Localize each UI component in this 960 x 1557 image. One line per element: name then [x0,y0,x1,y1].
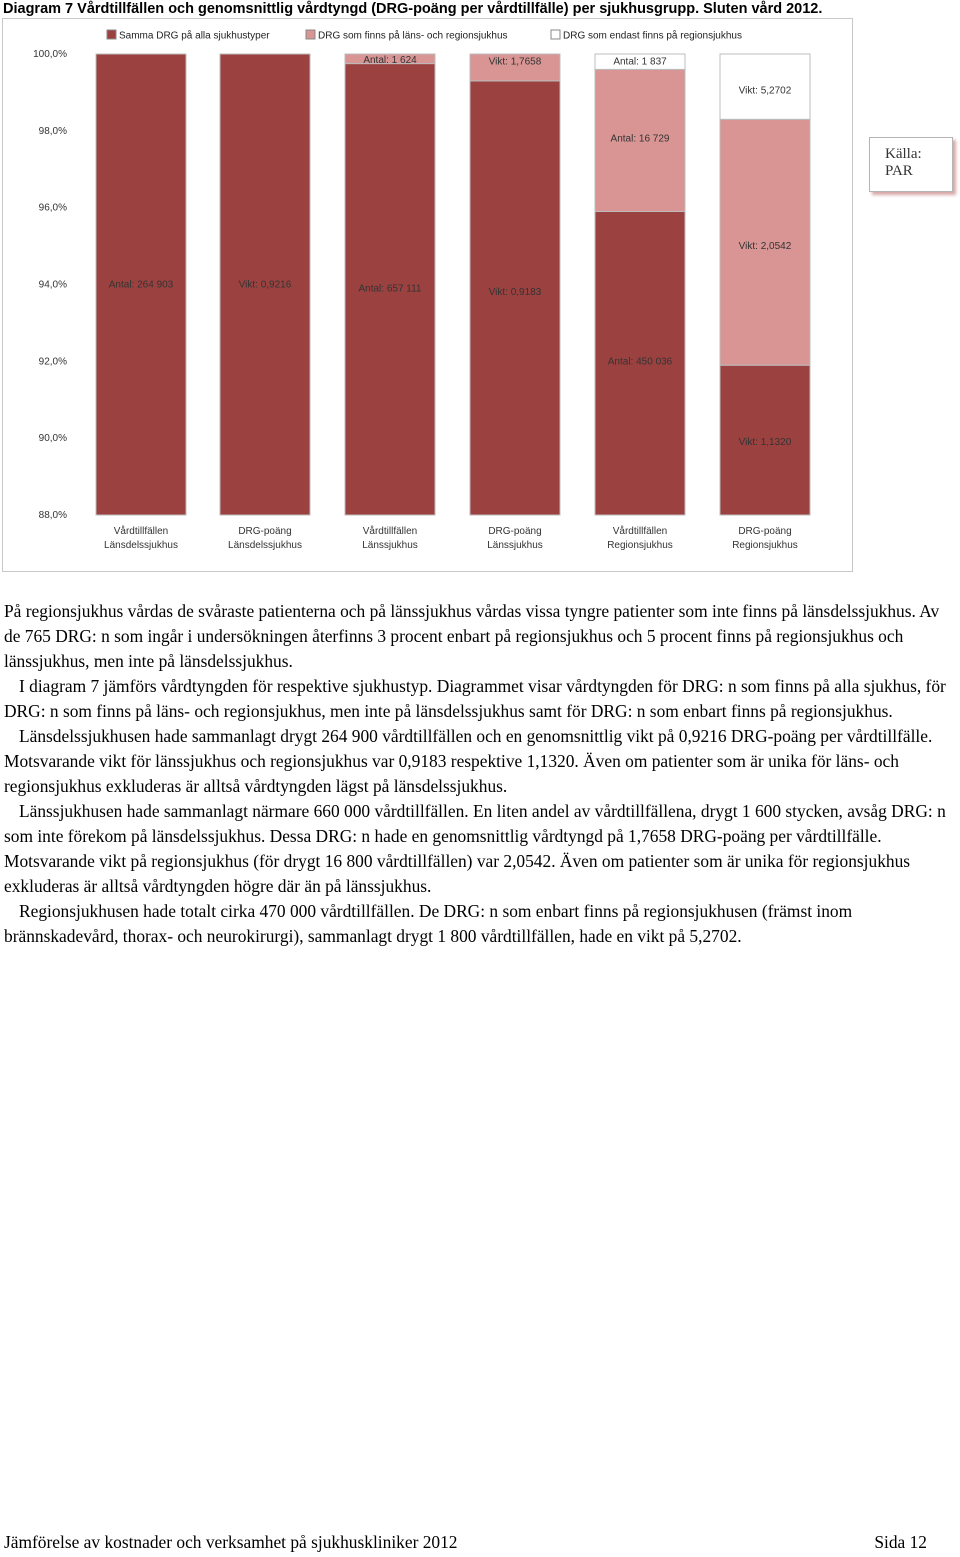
source-box [869,137,953,192]
x-tick-label: Länsdelssjukhus [228,540,302,551]
legend-swatch [107,30,116,39]
data-label: Vikt: 1,1320 [738,437,792,449]
body-text [4,599,954,949]
stacked-bar-chart [0,0,860,580]
x-tick-label: DRG-poäng [488,526,542,537]
y-tick-label: 90,0% [38,433,67,445]
data-label: Vikt: 2,0542 [738,241,792,253]
paragraph-1: På regionsjukhus vårdas de svåraste patienterna och på länssjukhus vårdas vissa tyngre patienter som inte finns på länsdelssjukhus. Av de 765 DRG: n som ingår i undersökningen återfinns 3 procent enbart på regionsjukhus och 5 procent finns på regionsjukhus och länssjukhus, men inte på länsdelssjukhus. [4,601,940,671]
data-label: Vikt: 1,7658 [488,56,542,68]
x-tick-label: DRG-poäng [238,526,292,537]
source-label: Källa: [885,146,922,162]
chart-title: Diagram 7 Vårdtillfällen och genomsnittlig vårdtyngd (DRG-poäng per vårdtillfälle) per sjukhusgrupp. Sluten vård 2012. [3,1,823,17]
data-label: Vikt: 0,9183 [488,287,542,299]
y-tick-label: 88,0% [38,510,67,521]
data-label: Antal: 264 903 [108,279,174,291]
data-label: Antal: 1 624 [363,54,417,66]
paragraph-3: Länsdelssjukhusen hade sammanlagt drygt 264 900 vårdtillfällen och en genomsnittlig vikt på 0,9216 DRG-poäng per vårdtillfälle. Motsvarande vikt för länssjukhus och regionsjukhus var 0,9183 respektive 1,1320. Även om patienter som är unika för läns- och regionsjukhus exkluderas är alltså vårdtyngden lägst på länsdelssjukhus. [4,726,933,796]
x-tick-label: Länssjukhus [362,540,418,551]
page-number: Sida 12 [874,1532,927,1552]
footer-title: Jämförelse av kostnader och verksamhet på sjukhuskliniker 2012 [4,1532,458,1552]
x-tick-label: Vårdtillfällen [113,526,169,537]
legend-swatch [306,30,315,39]
x-tick-label: Regionsjukhus [732,540,798,551]
legend-swatch [551,30,560,39]
legend-label: DRG som endast finns på regionsjukhus [563,30,742,42]
paragraph-4: Länssjukhusen hade sammanlagt närmare 660 000 vårdtillfällen. En liten andel av vårdtillfällena, drygt 1 600 stycken, avsåg DRG: n som inte förekom på länsdelssjukhus. Dessa DRG: n hade en genomsnittlig vårdtyngd på 1,7658 DRG-poäng per vårdtillfälle. Motsvarande vikt på regionsjukhus (för drygt 16 800 vårdtillfällen) var 2,0542. Även om patienter som är unika för regionsjukhus exkluderas är alltså vårdtyngden högre där än på länssjukhus. [4,801,946,896]
data-label: Antal: 1 837 [613,56,667,68]
y-tick-label: 98,0% [38,125,67,137]
legend-label: Samma DRG på alla sjukhustyper [119,30,270,42]
x-tick-label: Vårdtillfällen [612,526,668,537]
data-label: Antal: 657 111 [358,283,422,295]
data-label: Antal: 450 036 [607,356,673,368]
y-tick-label: 100,0% [33,49,67,60]
y-tick-label: 94,0% [38,279,67,291]
data-label: Vikt: 5,2702 [738,85,792,97]
data-label: Antal: 16 729 [610,133,670,145]
data-label: Vikt: 0,9216 [238,279,292,291]
x-tick-label: Länsdelssjukhus [104,540,178,551]
x-tick-label: DRG-poäng [738,526,792,537]
source-value: PAR [885,163,913,179]
y-tick-label: 96,0% [38,202,67,214]
paragraph-5: Regionsjukhusen hade totalt cirka 470 000 vårdtillfällen. De DRG: n som enbart finns på regionsjukhusen (främst inom brännskadevård, thorax- och neurokirurgi), sammanlagt drygt 1 800 vårdtillfällen, hade en vikt på 5,2702. [4,901,853,946]
x-tick-label: Vårdtillfällen [362,526,418,537]
x-tick-label: Regionsjukhus [607,540,673,551]
legend-label: DRG som finns på läns- och regionsjukhus [318,30,508,42]
paragraph-2: I diagram 7 jämförs vårdtyngden för respektive sjukhustyp. Diagrammet visar vårdtyngden för DRG: n som finns på alla sjukhus, för DRG: n som finns på läns- och regionsjukhus, men inte på länsdelssjukhus samt för DRG: n som enbart finns på regionsjukhus. [4,676,946,721]
y-tick-label: 92,0% [38,356,67,368]
x-tick-label: Länssjukhus [487,540,543,551]
